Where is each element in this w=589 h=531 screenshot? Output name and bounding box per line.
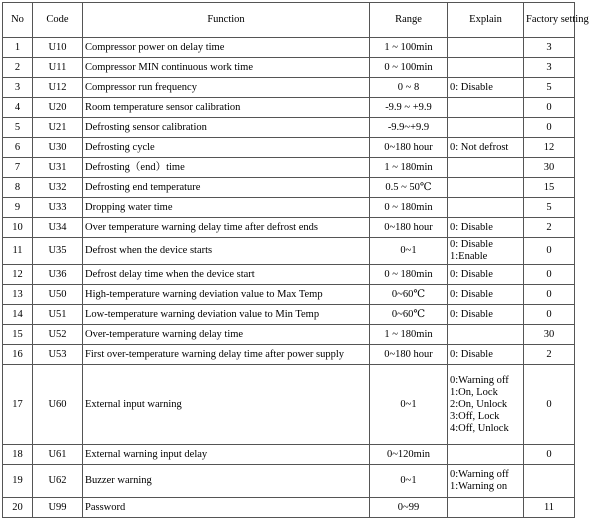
cell-no: 12 [3,265,33,285]
cell-code: U35 [33,238,83,265]
cell-factory-setting: 30 [524,158,575,178]
cell-factory-setting: 0 [524,238,575,265]
cell-explain [448,98,524,118]
cell-range: 0~180 hour [370,138,448,158]
cell-code: U30 [33,138,83,158]
cell-explain: 0: Not defrost [448,138,524,158]
cell-no: 15 [3,325,33,345]
cell-factory-setting: 0 [524,118,575,138]
cell-explain: 0: Disable [448,285,524,305]
cell-range: 1 ~ 180min [370,158,448,178]
cell-function: Password [83,498,370,518]
cell-range: 0~60℃ [370,285,448,305]
cell-factory-setting: 30 [524,325,575,345]
cell-no: 9 [3,198,33,218]
cell-factory-setting: 5 [524,78,575,98]
table-row [3,98,575,118]
cell-explain: 0: Disable [448,305,524,325]
cell-range: 0 ~ 8 [370,78,448,98]
cell-function: Defrost when the device starts [83,238,370,265]
cell-code: U11 [33,58,83,78]
cell-no: 13 [3,285,33,305]
cell-range: -9.9~+9.9 [370,118,448,138]
header-row [3,3,575,38]
header-factory-setting: Factory setting [524,3,575,38]
cell-function: Defrosting cycle [83,138,370,158]
cell-explain: 0: Disable [448,78,524,98]
cell-range: 1 ~ 180min [370,325,448,345]
table-row [3,345,575,365]
cell-no: 5 [3,118,33,138]
header-code: Code [33,3,83,38]
cell-explain: 0:Warning off 1:On, Lock 2:On, Unlock 3:Off, Lock 4:Off, Unlock [448,365,524,445]
cell-explain: 0: Disable 1:Enable [448,238,524,265]
cell-no: 8 [3,178,33,198]
table-row [3,285,575,305]
parameter-table [2,2,589,518]
cell-function: First over-temperature warning delay time after power supply [83,345,370,365]
cell-no: 19 [3,465,33,498]
cell-function: Compressor run frequency [83,78,370,98]
cell-explain [448,118,524,138]
cell-no: 4 [3,98,33,118]
cell-function: Defrosting（end）time [83,158,370,178]
cell-range: 0~1 [370,465,448,498]
cell-code: U34 [33,218,83,238]
table-row [3,325,575,345]
table-row [3,138,575,158]
cell-no: 18 [3,445,33,465]
cell-code: U32 [33,178,83,198]
cell-factory-setting: 2 [524,345,575,365]
cell-no: 11 [3,238,33,265]
cell-explain [448,178,524,198]
cell-explain: 0: Disable [448,345,524,365]
cell-factory-setting: 3 [524,58,575,78]
cell-no: 10 [3,218,33,238]
cell-function: External warning input delay [83,445,370,465]
cell-factory-setting: 0 [524,445,575,465]
table-row [3,305,575,325]
cell-explain [448,498,524,518]
cell-factory-setting [524,465,575,498]
cell-explain: 0: Disable [448,218,524,238]
cell-range: 0.5 ~ 50℃ [370,178,448,198]
cell-factory-setting: 0 [524,305,575,325]
table-row [3,158,575,178]
header-explain: Explain [448,3,524,38]
cell-range: -9.9 ~ +9.9 [370,98,448,118]
cell-code: U52 [33,325,83,345]
cell-range: 0~99 [370,498,448,518]
cell-function: Over temperature warning delay time after defrost ends [83,218,370,238]
cell-code: U50 [33,285,83,305]
cell-function: Buzzer warning [83,465,370,498]
cell-code: U12 [33,78,83,98]
cell-code: U21 [33,118,83,138]
cell-function: External input warning [83,365,370,445]
cell-explain [448,198,524,218]
cell-no: 20 [3,498,33,518]
cell-code: U99 [33,498,83,518]
cell-no: 14 [3,305,33,325]
table-row [3,445,575,465]
cell-code: U31 [33,158,83,178]
cell-code: U61 [33,445,83,465]
table-row [3,78,575,98]
table-row [3,498,575,518]
cell-explain: 0: Disable [448,265,524,285]
cell-range: 0 ~ 180min [370,198,448,218]
cell-factory-setting: 5 [524,198,575,218]
cell-factory-setting: 0 [524,265,575,285]
cell-code: U20 [33,98,83,118]
cell-explain [448,38,524,58]
cell-factory-setting: 11 [524,498,575,518]
header-function: Function [83,3,370,38]
cell-factory-setting: 12 [524,138,575,158]
cell-range: 1 ~ 100min [370,38,448,58]
cell-explain [448,58,524,78]
cell-no: 16 [3,345,33,365]
cell-function: Room temperature sensor calibration [83,98,370,118]
cell-code: U53 [33,345,83,365]
cell-function: Defrost delay time when the device start [83,265,370,285]
cell-no: 17 [3,365,33,445]
cell-function: Compressor power on delay time [83,38,370,58]
cell-range: 0~120min [370,445,448,465]
cell-explain [448,445,524,465]
cell-no: 1 [3,38,33,58]
cell-range: 0 ~ 180min [370,265,448,285]
header-range: Range [370,3,448,38]
cell-function: Compressor MIN continuous work time [83,58,370,78]
cell-function: Dropping water time [83,198,370,218]
table-row [3,118,575,138]
table-row [3,38,575,58]
cell-function: Defrosting sensor calibration [83,118,370,138]
table-row [3,365,575,445]
cell-no: 3 [3,78,33,98]
cell-no: 7 [3,158,33,178]
cell-function: Over-temperature warning delay time [83,325,370,345]
cell-factory-setting: 0 [524,365,575,445]
table-row [3,58,575,78]
table-row [3,238,575,265]
cell-code: U51 [33,305,83,325]
cell-function: Low-temperature warning deviation value to Min Temp [83,305,370,325]
table-row [3,465,575,498]
cell-factory-setting: 15 [524,178,575,198]
cell-factory-setting: 3 [524,38,575,58]
cell-explain [448,158,524,178]
cell-code: U60 [33,365,83,445]
cell-no: 2 [3,58,33,78]
cell-factory-setting: 2 [524,218,575,238]
cell-range: 0~1 [370,238,448,265]
cell-range: 0~60℃ [370,305,448,325]
cell-explain: 0:Warning off 1:Warning on [448,465,524,498]
cell-code: U36 [33,265,83,285]
cell-explain [448,325,524,345]
cell-code: U62 [33,465,83,498]
table-row [3,265,575,285]
cell-range: 0 ~ 100min [370,58,448,78]
cell-code: U10 [33,38,83,58]
cell-range: 0~1 [370,365,448,445]
table-row [3,198,575,218]
cell-function: High-temperature warning deviation value to Max Temp [83,285,370,305]
cell-function: Defrosting end temperature [83,178,370,198]
cell-range: 0~180 hour [370,345,448,365]
header-no: No [3,3,33,38]
table-row [3,218,575,238]
cell-factory-setting: 0 [524,98,575,118]
cell-range: 0~180 hour [370,218,448,238]
cell-factory-setting: 0 [524,285,575,305]
cell-code: U33 [33,198,83,218]
table-row [3,178,575,198]
cell-no: 6 [3,138,33,158]
